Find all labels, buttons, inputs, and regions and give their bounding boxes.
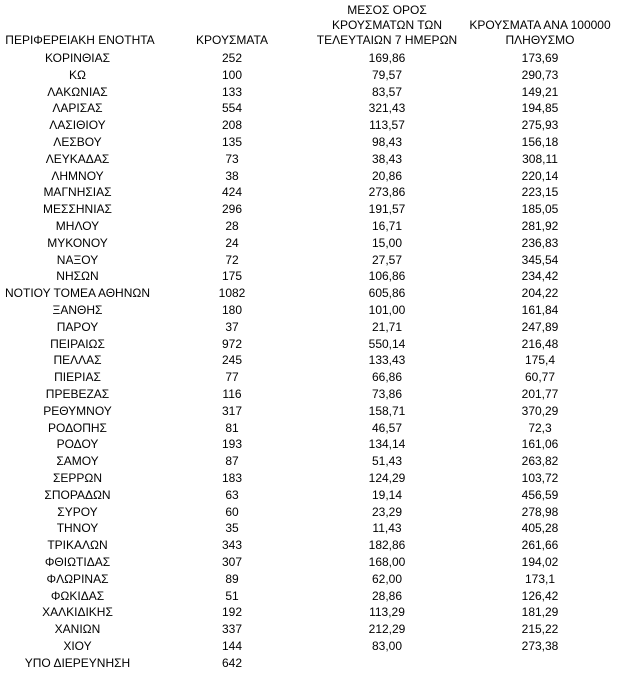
region-cell: ΜΑΓΝΗΣΙΑΣ	[43, 185, 112, 200]
cases-cell: 1082	[218, 286, 246, 301]
cases-cell: 133	[221, 84, 243, 99]
region-cell: ΧΙΟΥ	[63, 638, 92, 653]
per100k-cell: 215,22	[521, 622, 559, 637]
per100k-cell: 204,22	[521, 286, 559, 301]
avg7-cell: 83,57	[371, 84, 403, 99]
per100k-cell: 126,42	[521, 588, 559, 603]
avg7-cell: 83,00	[371, 638, 403, 653]
region-cell: ΝΗΣΩΝ	[56, 269, 99, 284]
avg7-cell: 550,14	[368, 336, 406, 351]
table-row	[0, 403, 620, 420]
table-row	[0, 252, 620, 269]
region-cell: ΠΕΙΡΑΙΩΣ	[50, 336, 105, 351]
cases-cell: 73	[225, 151, 239, 166]
avg7-cell: 605,86	[368, 286, 406, 301]
table-row	[0, 336, 620, 353]
avg7-cell: 46,57	[371, 420, 403, 435]
region-cell: ΣΥΡΟΥ	[57, 504, 98, 519]
region-cell: ΦΛΩΡΙΝΑΣ	[46, 571, 109, 586]
table-row	[0, 520, 620, 537]
cases-cell: 87	[225, 454, 239, 469]
avg7-cell: 182,86	[368, 538, 406, 553]
per100k-cell: 278,98	[521, 504, 559, 519]
table-row	[0, 537, 620, 554]
cases-cell: 77	[225, 370, 239, 385]
region-cell: ΚΟΡΙΝΘΙΑΣ	[44, 51, 111, 65]
region-cell: ΜΥΚΟΝΟΥ	[47, 235, 108, 250]
table-row	[0, 151, 620, 168]
table-row	[0, 285, 620, 302]
avg7-cell: 168,00	[368, 554, 406, 569]
header-region: ΠΕΡΙΦΕΡΕΙΑΚΗ ΕΝΟΤΗΤΑ	[5, 33, 155, 47]
region-cell: ΛΗΜΝΟΥ	[51, 168, 104, 183]
per100k-cell: 60,77	[524, 370, 556, 385]
table-row	[0, 571, 620, 588]
cases-cell: 63	[225, 487, 239, 502]
table-row	[0, 100, 620, 117]
region-cell: ΣΕΡΡΩΝ	[52, 470, 103, 485]
per100k-cell: 275,93	[521, 118, 559, 133]
region-cell: ΧΑΝΙΩΝ	[54, 622, 101, 637]
avg7-cell: 321,43	[368, 101, 406, 116]
per100k-cell: 247,89	[521, 319, 559, 334]
per100k-cell: 201,77	[521, 386, 559, 401]
avg7-cell: 113,57	[369, 118, 405, 133]
per100k-cell: 234,42	[521, 269, 559, 284]
per100k-cell: 405,28	[521, 521, 559, 536]
cases-cell: 972	[221, 336, 243, 351]
avg7-cell: 11,43	[372, 521, 402, 536]
cases-cell: 51	[225, 588, 239, 603]
region-cell: ΤΡΙΚΑΛΩΝ	[47, 538, 108, 553]
avg7-cell: 124,29	[368, 470, 406, 485]
table-row	[0, 134, 620, 151]
table-row	[0, 621, 620, 638]
avg7-cell: 21,71	[371, 319, 403, 334]
region-cell: ΧΑΛΚΙΔΙΚΗΣ	[42, 605, 113, 620]
cases-cell: 180	[221, 302, 243, 317]
region-cell: ΠΡΕΒΕΖΑΣ	[45, 386, 110, 401]
per100k-cell: 290,73	[521, 67, 559, 82]
avg7-cell: 62,00	[371, 571, 403, 586]
avg7-cell: 98,43	[371, 134, 403, 149]
cases-cell: 337	[221, 622, 243, 637]
avg7-cell: 20,86	[371, 168, 403, 183]
avg7-cell: 158,71	[368, 403, 406, 418]
avg7-cell: 113,29	[369, 605, 405, 620]
table-row	[0, 470, 620, 487]
cases-cell: 100	[221, 67, 243, 82]
table-row	[0, 201, 620, 218]
avg7-cell: 101,00	[368, 302, 406, 317]
table-row	[0, 604, 620, 621]
cases-cell: 208	[221, 118, 243, 133]
region-cell: ΣΑΜΟΥ	[56, 454, 99, 469]
table-row	[0, 588, 620, 605]
avg7-cell: 38,43	[371, 151, 403, 166]
cases-cell: 116	[222, 386, 242, 401]
table-row	[0, 235, 620, 252]
cases-cell: 192	[221, 605, 243, 620]
avg7-cell: 19,14	[371, 487, 403, 502]
table-row	[0, 84, 620, 101]
region-cell: ΚΩ	[69, 67, 86, 82]
per100k-cell: 370,29	[521, 403, 559, 418]
avg7-cell: 16,71	[371, 218, 403, 233]
cases-cell: 424	[221, 185, 243, 200]
region-cell: ΤΗΝΟΥ	[56, 521, 99, 536]
table-row	[0, 436, 620, 453]
per100k-cell: 194,02	[521, 554, 559, 569]
table-row	[0, 554, 620, 571]
region-cell: ΜΕΣΣΗΝΙΑΣ	[43, 202, 112, 217]
cases-cell: 252	[221, 51, 243, 65]
cases-cell: 24	[225, 235, 239, 250]
table-row	[0, 302, 620, 319]
table-row	[0, 369, 620, 386]
avg7-cell: 23,29	[371, 504, 403, 519]
cases-cell: 183	[221, 470, 243, 485]
region-cell: ΠΙΕΡΙΑΣ	[54, 370, 101, 385]
avg7-cell: 191,57	[368, 202, 406, 217]
cases-cell: 343	[221, 538, 243, 553]
avg7-cell: 273,86	[368, 185, 406, 200]
per100k-cell: 261,66	[521, 538, 559, 553]
table-row	[0, 184, 620, 201]
region-cell: ΦΘΙΩΤΙΔΑΣ	[44, 554, 111, 569]
region-cell: ΠΑΡΟΥ	[56, 319, 99, 334]
region-cell: ΝΑΞΟΥ	[56, 252, 99, 267]
table-row	[0, 117, 620, 134]
avg7-cell: 51,43	[371, 454, 403, 469]
per100k-cell: 149,21	[521, 84, 559, 99]
cases-cell: 175	[221, 269, 243, 284]
cases-cell: 317	[221, 403, 243, 418]
region-cell: ΦΩΚΙΔΑΣ	[50, 588, 105, 603]
cases-cell: 296	[221, 202, 243, 217]
cases-cell: 144	[221, 638, 243, 653]
region-cell: ΛΑΡΙΣΑΣ	[52, 101, 103, 116]
table-row	[0, 268, 620, 285]
table-row	[0, 168, 620, 185]
per100k-cell: 175,4	[524, 353, 556, 368]
per100k-cell: 308,11	[522, 151, 558, 166]
table-row	[0, 319, 620, 336]
cases-cell: 60	[225, 504, 239, 519]
header-7day-average: ΜΕΣΟΣ ΟΡΟΣ ΚΡΟΥΣΜΑΤΩΝ ΤΩΝ ΤΕΛΕΥΤΑΙΩΝ 7 ΗΜΕΡΩΝ	[316, 3, 458, 47]
table-row	[0, 504, 620, 521]
table-row	[0, 352, 620, 369]
region-cell: ΞΑΝΘΗΣ	[52, 302, 103, 317]
region-cell: ΛΑΣΙΘΙΟΥ	[49, 118, 106, 133]
cases-cell: 72	[225, 252, 239, 267]
cases-cell: 28	[225, 218, 239, 233]
per100k-cell: 263,82	[521, 454, 559, 469]
per100k-cell: 236,83	[521, 235, 559, 250]
cases-cell: 35	[225, 521, 239, 536]
table-row	[0, 67, 620, 84]
per100k-cell: 173,1	[524, 571, 556, 586]
region-cell: ΡΟΔΟΠΗΣ	[48, 420, 107, 435]
region-cell: ΣΠΟΡΑΔΩΝ	[44, 487, 111, 502]
table-row	[0, 50, 620, 67]
cases-cell: 37	[225, 319, 239, 334]
per100k-cell: 185,05	[521, 202, 559, 217]
region-cell: ΠΕΛΛΑΣ	[53, 353, 102, 368]
avg7-cell: 134,14	[368, 437, 406, 452]
per100k-cell: 161,84	[521, 302, 559, 317]
table-row	[0, 386, 620, 403]
cases-cell: 81	[225, 420, 239, 435]
avg7-cell: 169,86	[368, 51, 406, 65]
avg7-cell: 212,29	[368, 622, 406, 637]
per100k-cell: 194,85	[521, 101, 559, 116]
region-cell: ΛΕΣΒΟΥ	[53, 134, 102, 149]
table-row	[0, 420, 620, 437]
avg7-cell: 79,57	[371, 67, 403, 82]
avg7-cell: 106,86	[368, 269, 406, 284]
per100k-cell: 220,14	[521, 168, 559, 183]
table-row	[0, 487, 620, 504]
per100k-cell: 103,72	[521, 470, 559, 485]
per100k-cell: 181,29	[521, 605, 559, 620]
cases-cell: 307	[221, 554, 243, 569]
cases-cell: 135	[221, 134, 243, 149]
per100k-cell: 72,3	[528, 420, 552, 435]
cases-cell: 245	[221, 353, 243, 368]
region-cell: ΛΑΚΩΝΙΑΣ	[47, 84, 108, 99]
region-cell: ΥΠΟ ΔΙΕΡΕΥΝΗΣΗ	[24, 655, 131, 670]
table-header	[0, 0, 620, 50]
per100k-cell: 273,38	[521, 638, 559, 653]
avg7-cell: 28,86	[371, 588, 403, 603]
avg7-cell: 73,86	[371, 386, 403, 401]
per100k-cell: 161,06	[521, 437, 559, 452]
cases-cell: 38	[225, 168, 239, 183]
cases-cell: 193	[221, 437, 243, 452]
table-row	[0, 638, 620, 655]
region-cell: ΡΕΘΥΜΝΟΥ	[43, 403, 112, 418]
per100k-cell: 456,59	[521, 487, 559, 502]
per100k-cell: 216,48	[521, 336, 559, 351]
header-cases: ΚΡΟΥΣΜΑΤΑ	[196, 33, 268, 47]
header-cases-per-100k: ΚΡΟΥΣΜΑΤΑ ΑΝΑ 100000 ΠΛΗΘΥΣΜΟ	[469, 18, 611, 47]
region-cell: ΛΕΥΚΑΔΑΣ	[45, 151, 110, 166]
avg7-cell: 66,86	[371, 370, 403, 385]
per100k-cell: 156,18	[521, 134, 559, 149]
avg7-cell: 133,43	[368, 353, 406, 368]
table-row	[0, 218, 620, 235]
cases-cell: 642	[221, 655, 243, 670]
cases-cell: 554	[221, 101, 243, 116]
table-row	[0, 453, 620, 470]
per100k-cell: 345,54	[521, 252, 559, 267]
table-body	[0, 50, 620, 671]
region-cell: ΡΟΔΟΥ	[56, 437, 99, 452]
region-cell: ΝΟΤΙΟΥ ΤΟΜΕΑ ΑΘΗΝΩΝ	[4, 286, 151, 301]
per100k-cell: 173,69	[521, 51, 559, 65]
avg7-cell: 15,00	[371, 235, 403, 250]
table-row	[0, 655, 620, 672]
per100k-cell: 223,15	[521, 185, 559, 200]
region-cell: ΜΗΛΟΥ	[55, 218, 100, 233]
avg7-cell: 27,57	[371, 252, 403, 267]
per100k-cell: 281,92	[521, 218, 559, 233]
cases-cell: 89	[225, 571, 239, 586]
